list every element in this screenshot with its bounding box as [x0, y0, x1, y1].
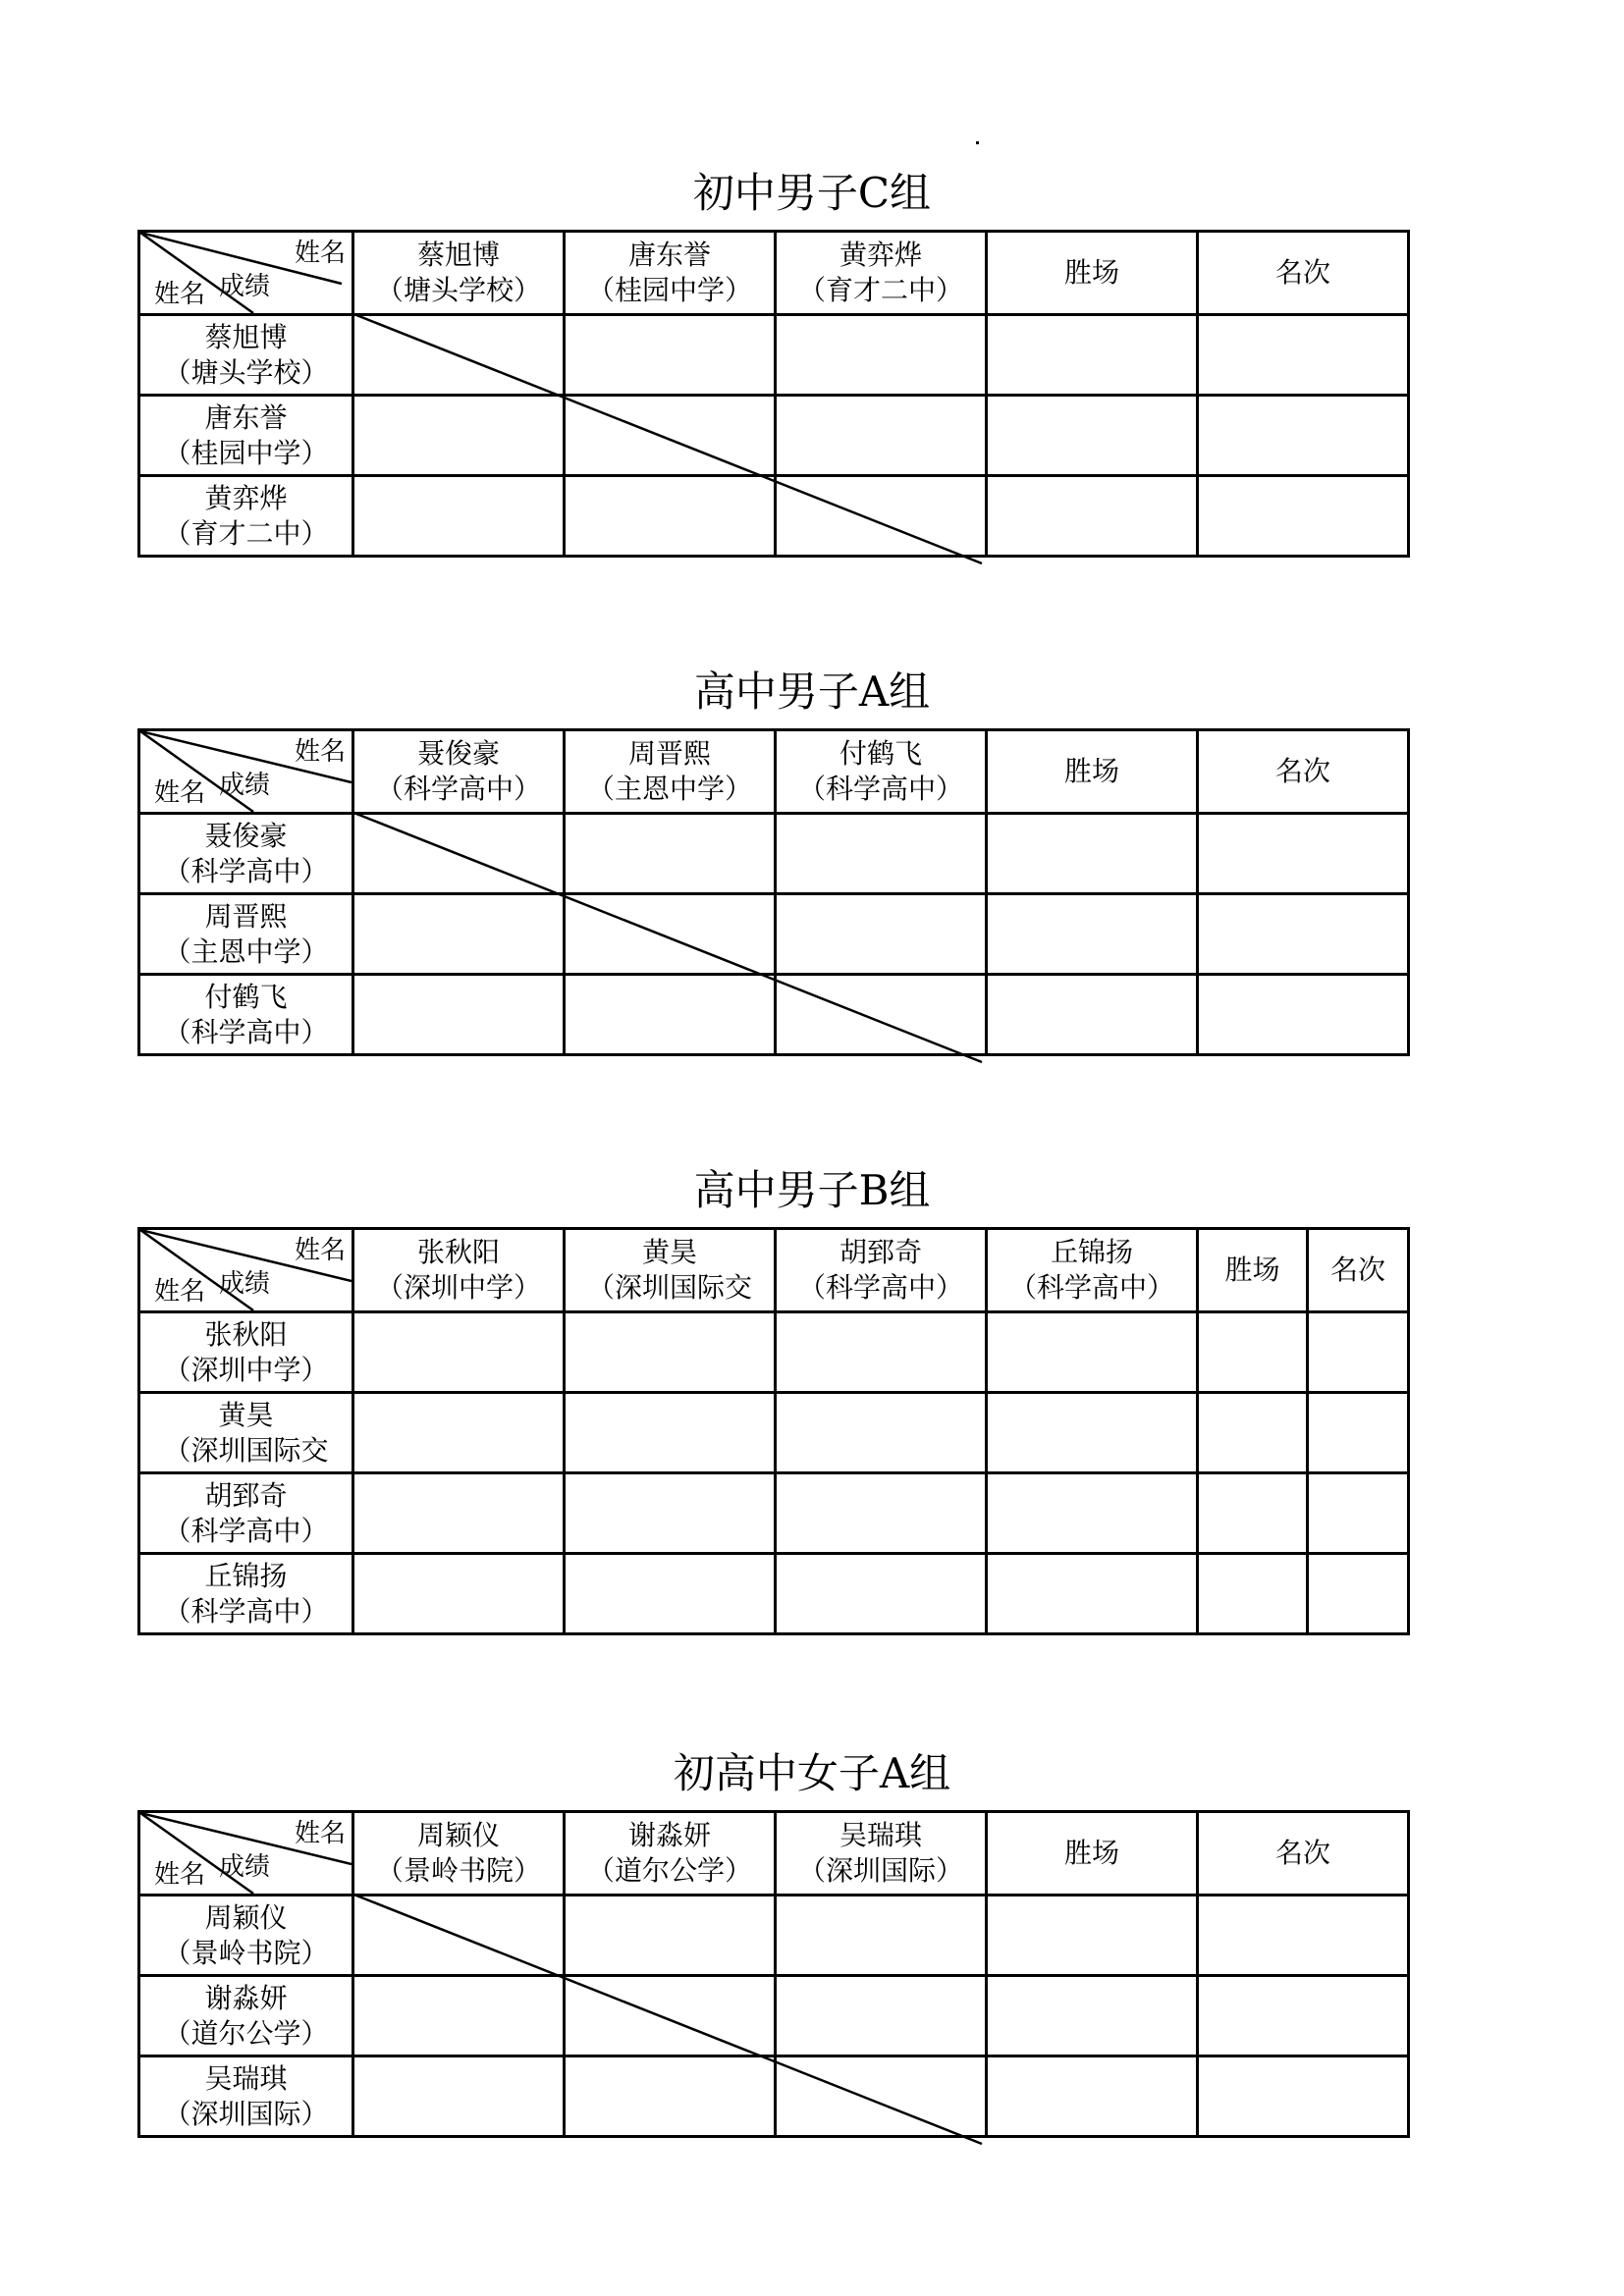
- player-name: 周颖仪: [416, 1819, 500, 1851]
- column-player-cell: [987, 1229, 1198, 1312]
- player-school: （道尔公学）: [163, 2016, 329, 2050]
- header-score-label: 成绩: [219, 1269, 271, 1299]
- score-cell: [565, 975, 776, 1055]
- wins-cell: [987, 315, 1198, 396]
- score-cell: [565, 814, 776, 894]
- header-row-name-label: 姓名: [154, 778, 206, 808]
- row-player-cell: [139, 1312, 353, 1393]
- player-name: 张秋阳: [416, 1236, 500, 1268]
- score-cell: [353, 2056, 565, 2137]
- player-name: 谢淼妍: [627, 1819, 711, 1851]
- self-match-cell: [776, 2056, 987, 2137]
- player-school: （科学高中）: [163, 1594, 329, 1628]
- header-name-label: 姓名: [294, 1819, 346, 1848]
- player-name: 聂俊豪: [204, 819, 288, 852]
- header-name-label: 姓名: [294, 239, 346, 268]
- score-cell: [353, 1393, 565, 1473]
- score-cell: [565, 1554, 776, 1634]
- score-cell: [987, 1473, 1198, 1554]
- score-cell: [776, 1312, 987, 1393]
- player-school: （科学高中）: [375, 773, 541, 805]
- column-player-cell: [776, 1229, 987, 1312]
- rank-cell: [1198, 975, 1409, 1055]
- column-player-cell: [353, 1812, 565, 1896]
- group-title: 高中男子B组: [693, 1166, 931, 1214]
- score-cell: [565, 315, 776, 396]
- player-name: 周晋熙: [204, 899, 288, 933]
- row-player-cell: [139, 975, 353, 1055]
- player-school: （科学高中）: [797, 773, 963, 805]
- player-school: （桂园中学）: [163, 436, 329, 469]
- score-cell: [353, 476, 565, 557]
- header-row-name-label: 姓名: [154, 280, 206, 309]
- wins-cell: [1198, 1554, 1308, 1634]
- player-school: （深圳国际）: [163, 2097, 329, 2130]
- round-robin-table: [137, 1227, 1410, 1635]
- wins-cell: [987, 1976, 1198, 2056]
- player-name: 丘锦扬: [204, 1559, 288, 1592]
- self-match-cell: [353, 814, 565, 894]
- player-school: （科学高中）: [797, 1271, 963, 1304]
- score-cell: [353, 1312, 565, 1393]
- wins-cell: [1198, 1393, 1308, 1473]
- header-corner-cell: [139, 1812, 353, 1896]
- player-name: 唐东誉: [204, 400, 288, 434]
- score-cell: [565, 2056, 776, 2137]
- wins-header: 胜场: [987, 730, 1198, 814]
- self-match-cell: [776, 975, 987, 1055]
- player-school: （深圳中学）: [375, 1271, 541, 1304]
- score-cell: [565, 1473, 776, 1554]
- score-cell: [565, 1896, 776, 1976]
- header-name-label: 姓名: [294, 1236, 346, 1265]
- player-name: 聂俊豪: [416, 737, 500, 770]
- column-player-cell: [353, 232, 565, 315]
- player-name: 谢淼妍: [204, 1981, 288, 2014]
- score-cell: [776, 1393, 987, 1473]
- player-school: （深圳国际交: [586, 1271, 752, 1304]
- round-robin-table: [137, 1810, 1410, 2138]
- score-cell: [776, 1554, 987, 1634]
- wins-cell: [987, 2056, 1198, 2137]
- group-title: 初中男子C组: [692, 169, 932, 217]
- row-player-cell: [139, 894, 353, 975]
- score-cell: [353, 1976, 565, 2056]
- player-school: （深圳国际）: [797, 1854, 963, 1887]
- self-match-cell: [776, 476, 987, 557]
- rank-cell: [1308, 1393, 1409, 1473]
- round-robin-table: [137, 728, 1410, 1056]
- column-player-cell: [565, 1229, 776, 1312]
- player-school: （主恩中学）: [586, 773, 752, 805]
- player-name: 黄弈烨: [839, 239, 922, 271]
- player-school: （塘头学校）: [375, 274, 541, 306]
- score-cell: [987, 1554, 1198, 1634]
- rank-cell: [1198, 315, 1409, 396]
- score-cell: [353, 1473, 565, 1554]
- wins-cell: [987, 814, 1198, 894]
- wins-cell: [987, 1896, 1198, 1976]
- player-name: 黄昊: [218, 1398, 274, 1431]
- wins-cell: [987, 476, 1198, 557]
- self-match-cell: [565, 894, 776, 975]
- score-cell: [565, 1393, 776, 1473]
- score-cell: [353, 396, 565, 476]
- score-cell: [353, 1554, 565, 1634]
- column-player-cell: [565, 730, 776, 814]
- rank-header: 名次: [1198, 730, 1409, 814]
- player-name: 付鹤飞: [204, 980, 288, 1013]
- column-player-cell: [353, 730, 565, 814]
- player-school: （桂园中学）: [586, 274, 752, 306]
- rank-cell: [1198, 476, 1409, 557]
- row-player-cell: [139, 1896, 353, 1976]
- wins-cell: [987, 396, 1198, 476]
- score-cell: [776, 894, 987, 975]
- player-school: （景岭书院）: [163, 1936, 329, 1969]
- row-player-cell: [139, 1554, 353, 1634]
- column-player-cell: [565, 232, 776, 315]
- column-player-cell: [565, 1812, 776, 1896]
- rank-cell: [1308, 1312, 1409, 1393]
- player-school: （科学高中）: [163, 1015, 329, 1048]
- player-name: 蔡旭博: [416, 239, 500, 271]
- row-player-cell: [139, 814, 353, 894]
- score-cell: [776, 396, 987, 476]
- score-cell: [776, 1976, 987, 2056]
- column-player-cell: [776, 1812, 987, 1896]
- score-cell: [776, 1896, 987, 1976]
- header-name-label: 姓名: [294, 737, 346, 767]
- header-score-label: 成绩: [219, 771, 271, 800]
- stray-dot: [976, 141, 979, 144]
- player-school: （科学高中）: [163, 854, 329, 887]
- column-player-cell: [353, 1229, 565, 1312]
- wins-cell: [987, 894, 1198, 975]
- row-player-cell: [139, 1473, 353, 1554]
- row-player-cell: [139, 396, 353, 476]
- self-match-cell: [353, 1896, 565, 1976]
- player-name: 胡郅奇: [204, 1478, 288, 1512]
- self-match-cell: [565, 396, 776, 476]
- player-school: （科学高中）: [163, 1514, 329, 1547]
- row-player-cell: [139, 315, 353, 396]
- player-school: （道尔公学）: [586, 1854, 752, 1887]
- rank-cell: [1198, 894, 1409, 975]
- rank-cell: [1308, 1554, 1409, 1634]
- self-match-cell: [565, 1976, 776, 2056]
- player-school: （育才二中）: [163, 516, 329, 550]
- player-school: （塘头学校）: [163, 355, 329, 389]
- header-score-label: 成绩: [219, 272, 271, 301]
- row-player-cell: [139, 2056, 353, 2137]
- player-name: 黄弈烨: [204, 481, 288, 514]
- header-score-label: 成绩: [219, 1852, 271, 1882]
- header-corner-cell: [139, 730, 353, 814]
- score-cell: [776, 315, 987, 396]
- player-school: （深圳中学）: [163, 1353, 329, 1386]
- rank-cell: [1198, 1976, 1409, 2056]
- player-name: 丘锦扬: [1050, 1236, 1133, 1268]
- player-school: （景岭书院）: [375, 1854, 541, 1887]
- wins-cell: [987, 975, 1198, 1055]
- wins-cell: [1198, 1312, 1308, 1393]
- group-title: 初高中女子A组: [673, 1749, 951, 1797]
- score-cell: [987, 1393, 1198, 1473]
- wins-header: 胜场: [1198, 1229, 1308, 1312]
- score-cell: [565, 1312, 776, 1393]
- player-name: 黄昊: [641, 1236, 697, 1268]
- score-cell: [776, 814, 987, 894]
- player-name: 付鹤飞: [839, 737, 922, 770]
- score-cell: [565, 476, 776, 557]
- score-cell: [776, 1473, 987, 1554]
- column-player-cell: [776, 730, 987, 814]
- rank-cell: [1198, 396, 1409, 476]
- column-player-cell: [776, 232, 987, 315]
- player-school: （深圳国际交: [163, 1433, 329, 1467]
- header-corner-cell: [139, 232, 353, 315]
- wins-cell: [1198, 1473, 1308, 1554]
- rank-cell: [1198, 1896, 1409, 1976]
- score-cell: [987, 1312, 1198, 1393]
- row-player-cell: [139, 1976, 353, 2056]
- wins-header: 胜场: [987, 1812, 1198, 1896]
- header-row-name-label: 姓名: [154, 1277, 206, 1307]
- player-name: 胡郅奇: [839, 1236, 922, 1268]
- rank-header: 名次: [1198, 1812, 1409, 1896]
- self-match-cell: [353, 315, 565, 396]
- player-name: 周颖仪: [204, 1900, 288, 1934]
- player-name: 唐东誉: [627, 239, 711, 271]
- player-name: 吴瑞琪: [839, 1819, 922, 1851]
- player-name: 吴瑞琪: [204, 2061, 288, 2095]
- rank-cell: [1308, 1473, 1409, 1554]
- player-school: （主恩中学）: [163, 934, 329, 968]
- player-name: 周晋熙: [627, 737, 711, 770]
- wins-header: 胜场: [987, 232, 1198, 315]
- player-school: （科学高中）: [1008, 1271, 1174, 1304]
- header-row-name-label: 姓名: [154, 1860, 206, 1890]
- player-school: （育才二中）: [797, 274, 963, 306]
- row-player-cell: [139, 476, 353, 557]
- score-cell: [353, 975, 565, 1055]
- rank-header: 名次: [1198, 232, 1409, 315]
- score-cell: [353, 894, 565, 975]
- header-corner-cell: [139, 1229, 353, 1312]
- row-player-cell: [139, 1393, 353, 1473]
- round-robin-table: [137, 230, 1410, 558]
- group-title: 高中男子A组: [693, 667, 931, 716]
- rank-header: 名次: [1308, 1229, 1409, 1312]
- rank-cell: [1198, 2056, 1409, 2137]
- player-name: 蔡旭博: [204, 320, 288, 353]
- rank-cell: [1198, 814, 1409, 894]
- player-name: 张秋阳: [204, 1317, 288, 1351]
